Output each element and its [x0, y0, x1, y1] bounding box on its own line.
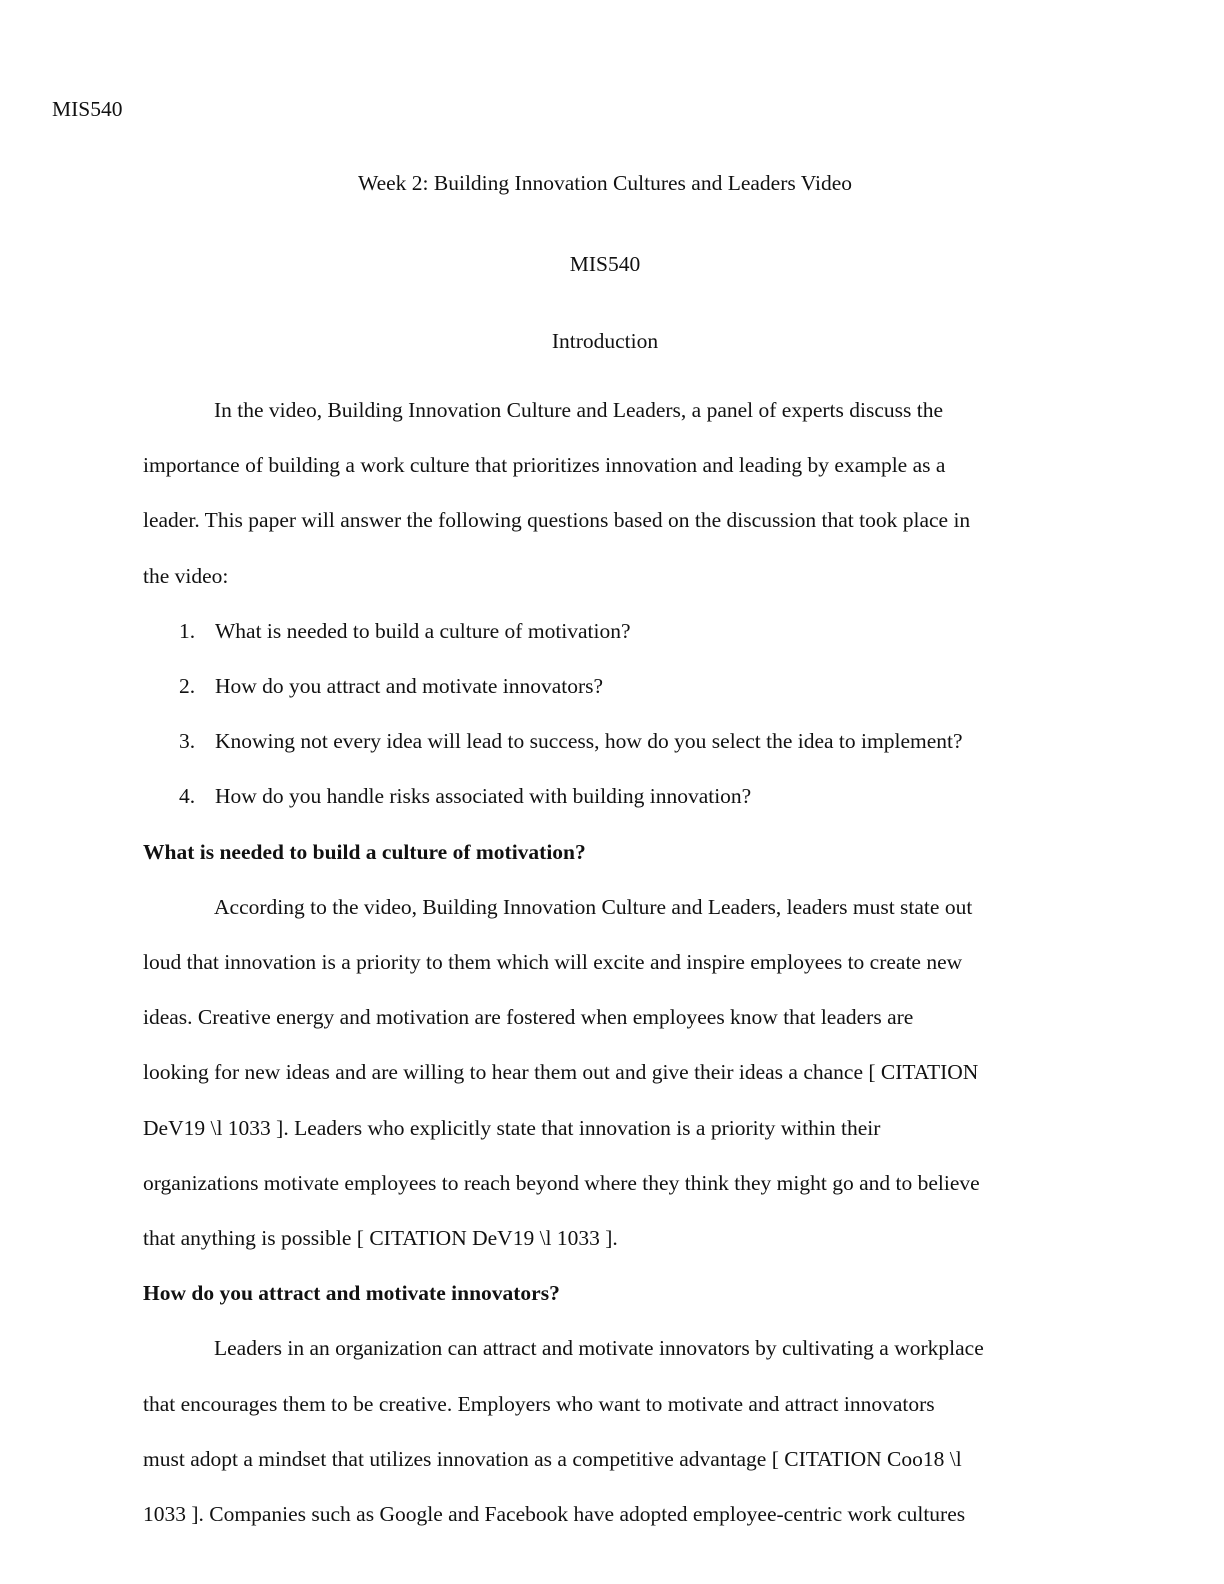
list-item	[143, 769, 1075, 824]
list-item	[143, 714, 1075, 769]
paragraph-line: DeV19 \l 1033 ]. Leaders who explicitly state that innovation is a priority within their	[143, 1115, 881, 1140]
list-number: 1.	[179, 618, 196, 643]
paragraph-line: must adopt a mindset that utilizes innovation as a competitive advantage [ CITATION Coo18 \l	[143, 1446, 962, 1471]
paragraph-line: the video:	[143, 563, 229, 588]
course-code-header: MIS540	[52, 97, 123, 121]
list-number: 3.	[179, 729, 196, 754]
innovators-paragraph	[143, 1321, 1075, 1542]
list-item-text: How do you attract and motivate innovators?	[215, 674, 604, 699]
introduction-heading: Introduction	[551, 329, 659, 353]
list-item	[143, 659, 1075, 714]
paragraph-line: 1033 ]. Companies such as Google and Facebook have adopted employee-centric work cultures	[143, 1502, 966, 1527]
document-body	[143, 383, 1075, 1542]
paragraph-line: leader. This paper will answer the following questions based on the discussion that took place in	[143, 508, 971, 533]
paragraph-line: that anything is possible [ CITATION DeV19 \l 1033 ].	[143, 1226, 618, 1251]
paragraph-line: looking for new ideas and are willing to hear them out and give their ideas a chance [ CITATION	[143, 1060, 979, 1085]
paragraph-line: In the video, Building Innovation Culture and Leaders, a panel of experts discuss the	[214, 398, 944, 422]
paragraph-line: ideas. Creative energy and motivation are fostered when employees know that leaders are	[143, 1005, 914, 1030]
paragraph-line: According to the video, Building Innovation Culture and Leaders, leaders must state out	[214, 894, 973, 919]
paragraph-line: Leaders in an organization can attract and motivate innovators by cultivating a workplace	[214, 1336, 984, 1361]
list-item-text: What is needed to build a culture of motivation?	[215, 618, 631, 643]
list-item-text: Knowing not every idea will lead to success, how do you select the idea to implement?	[215, 729, 963, 754]
paragraph-line: loud that innovation is a priority to them which will excite and inspire employees to create new	[143, 950, 963, 975]
section-heading-innovators: How do you attract and motivate innovators?	[143, 1281, 560, 1306]
questions-list	[143, 604, 1075, 825]
list-item-text: How do you handle risks associated with building innovation?	[215, 784, 752, 809]
paragraph-line: that encourages them to be creative. Employers who want to motivate and attract innovators	[143, 1391, 935, 1416]
paper-subtitle: MIS540	[569, 252, 641, 276]
paper-title: Week 2: Building Innovation Cultures and Leaders Video	[358, 171, 852, 195]
introduction-paragraph	[143, 383, 1075, 604]
list-number: 2.	[179, 674, 196, 699]
paragraph-line: importance of building a work culture that prioritizes innovation and leading by example as a	[143, 453, 946, 478]
list-item	[143, 604, 1075, 659]
section-heading-motivation: What is needed to build a culture of motivation?	[143, 839, 586, 864]
list-number: 4.	[179, 784, 196, 809]
motivation-paragraph	[143, 880, 1075, 1266]
paragraph-line: organizations motivate employees to reach beyond where they think they might go and to believe	[143, 1170, 980, 1195]
